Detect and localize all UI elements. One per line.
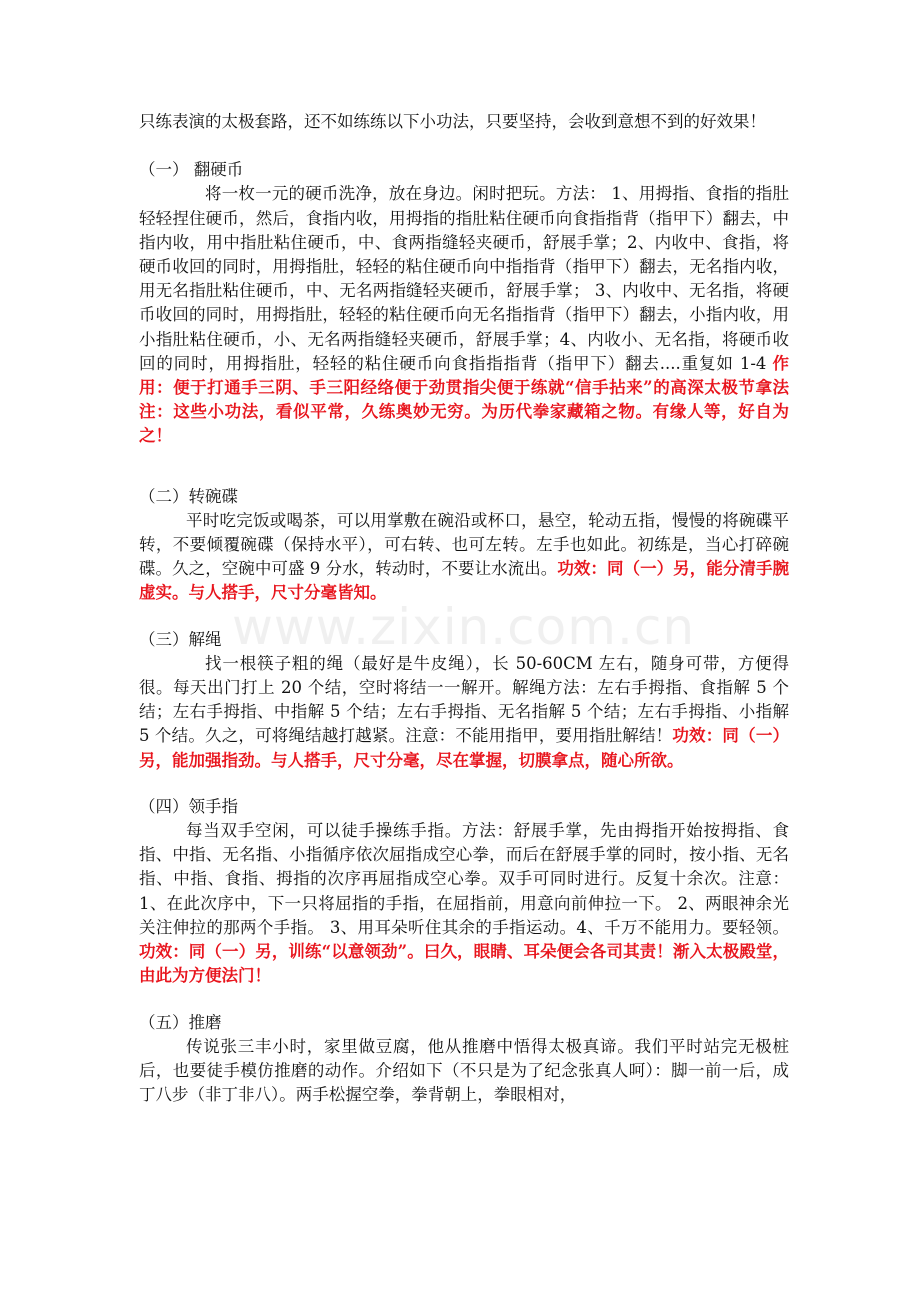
section-heading-4: （四）领手指 (139, 796, 238, 816)
section-body-4 (139, 819, 789, 988)
section-text-4: 每当双手空闲，可以徒手操练手指。方法：舒展手掌，先由拇指开始按拇指、食指、中指、无名指、小指循序依次屈指成空心拳，而后在舒展手掌的同时，按小指、无名指、中指、食指、拇指的次序再屈指成空心拳。双手可同时进行。反复十余次。注意： 1、在此次序中，下一只将屈指的手指，在屈指前，用意向前伸拉一下。 2、两眼神余光关注伸拉的那两个手指。 3、用耳朵听住其余的手指运动。4、千万不能用力。要轻领。 (139, 821, 789, 937)
section-effect-1: 作用：便于打通手三阴、手三阳经络便于劲贯指尖便于练就“信手拈来”的高深太极节拿法注：这些小功法，看似平常，久练奥妙无穷。为历代拳家藏箱之物。有缘人等，好自为之！ (139, 353, 789, 446)
section-text-1: 将一枚一元的硬币洗净，放在身边。闲时把玩。方法： 1、用拇指、食指的指肚轻轻捏住硬币，然后，食指内收，用拇指的指肚粘住硬币向食指指背（指甲下）翻去，中指内收，用中指肚粘住硬币，中、食两指缝轻夹硬币，舒展手掌；2、内收中、食指，将硬币收回的同时，用拇指肚，轻轻的粘住硬币向中指指背（指甲下）翻去，无名指内收，用无名指肚粘住硬币，中、无名两指缝轻夹硬币，舒展手掌； 3、内收中、无名指，将硬币收回的同时，用拇指肚，轻轻的粘住硬币向无名指指背（指甲下）翻去，小指内收，用小指肚粘住硬币，小、无名两指缝轻夹硬币，舒展手掌；4、内收小、无名指，将硬币收回的同时，用拇指肚，轻轻的粘住硬币向食指指指背（指甲下）翻去....重复如 1-4 (139, 184, 789, 373)
section-heading-3: （三）解绳 (139, 629, 222, 649)
section-effect-4: 功效：同（一）另，训练“以意领劲”。曰久，眼睛、耳朵便会各司其责！渐入太极殿堂，由此为方便法门！ (139, 942, 789, 986)
section-text-5: 传说张三丰小时，家里做豆腐，他从推磨中悟得太极真谛。我们平时站完无极桩后，也要徒手模仿推磨的动作。介绍如下（不只是为了纪念张真人呵）：脚一前一后，成丁八步（非丁非八）。两手松握空拳，拳背朝上，拳眼相对， (139, 1036, 789, 1105)
section-text-3: 找一根筷子粗的绳（最好是牛皮绳），长 50-60CM 左右，随身可带，方便得很。每天出门打上 20 个结，空时将结一一解开。解绳方法：左右手拇指、食指解 5 个结；左右手拇指、中指解 5 个结；左右手拇指、无名指解 5 个结；左右手拇指、小指解 5 个结。久之，可将绳结越打越紧。注意：不能用指甲，要用指肚解结！ (139, 653, 789, 746)
section-body-2 (139, 509, 789, 606)
intro-paragraph: 只练表演的太极套路，还不如练练以下小功法，只要坚持，会收到意想不到的好效果！ (139, 112, 766, 131)
section-text-2: 平时吃完饭或喝茶，可以用掌敷在碗沿或杯口，悬空，轮动五指，慢慢的将碗碟平转，不要倾覆碗碟（保持水平），可右转、也可左转。左手也如此。初练是，当心打碎碗碟。久之，空碗中可盛 9 分水，转动时，不要让水流出。 (139, 510, 789, 579)
section-heading-2: （二）转碗碟 (139, 486, 238, 506)
section-body-3 (139, 652, 789, 773)
section-heading-5: （五）推磨 (139, 1012, 222, 1032)
section-effect-3: 功效：同（一）另，能加强指劲。与人搭手，尺寸分毫，尽在掌握，切膜拿点，随心所欲。 (139, 726, 790, 770)
document-page (139, 110, 789, 1107)
watermark: www.zixin.com.cn (232, 598, 696, 656)
section-effect-2: 功效：同（一）另，能分清手腕虚实。与人搭手，尺寸分毫皆知。 (139, 559, 789, 603)
section-heading-1: （一） 翻硬币 (139, 160, 244, 180)
section-body-1 (139, 182, 789, 448)
section-body-5 (139, 1035, 789, 1108)
